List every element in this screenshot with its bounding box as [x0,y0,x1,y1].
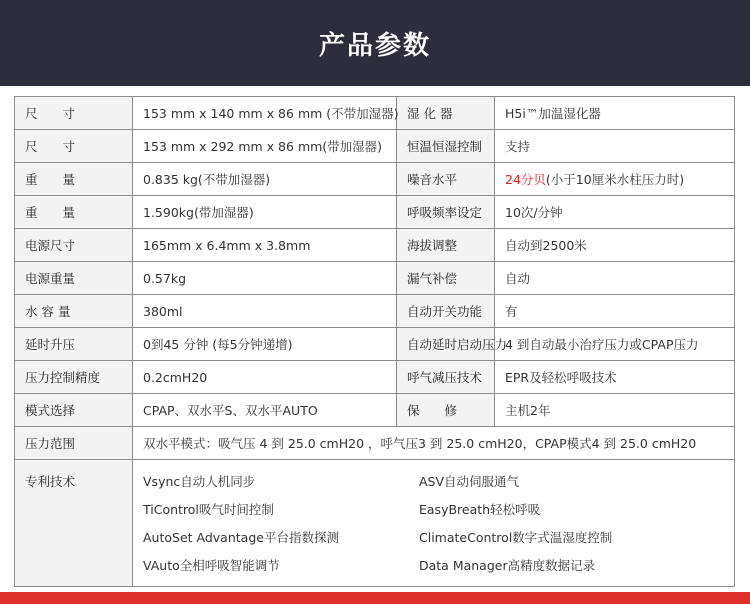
patent-item: EasyBreath轻松呼吸 [419,502,541,517]
spec-value [495,163,735,196]
spec-value: EPR及轻松呼吸技术 [495,361,735,394]
patent-item: AutoSet Advantage平台指数探测 [143,530,339,545]
patent-list [133,460,735,587]
spec-label: 专利技术 [15,460,133,587]
spec-label: 延时升压 [15,328,133,361]
patent-item: Data Manager高精度数据记录 [419,558,596,573]
spec-value: CPAP、双水平S、双水平AUTO [133,394,397,427]
pressure-range-row [15,427,735,460]
spec-value: H5i™加温湿化器 [495,97,735,130]
spec-label: 呼气减压技术 [397,361,495,394]
spec-label: 电源重量 [15,262,133,295]
spec-value: 380ml [133,295,397,328]
table-row [15,97,735,130]
spec-value: 自动到2500米 [495,229,735,262]
spec-value: 153 mm x 140 mm x 86 mm (不带加湿器) [133,97,397,130]
table-row [15,361,735,394]
spec-value: 主机2年 [495,394,735,427]
spec-label: 海拔调整 [397,229,495,262]
table-row [15,394,735,427]
noise-level-highlight: 24分贝 [505,172,546,187]
spec-label: 湿 化 器 [397,97,495,130]
spec-value: 4 到自动最小治疗压力或CPAP压力 [495,328,735,361]
spec-label: 模式选择 [15,394,133,427]
spec-label: 呼吸频率设定 [397,196,495,229]
table-row [15,295,735,328]
table-row [15,130,735,163]
spec-table [14,96,735,587]
spec-label: 重 量 [15,163,133,196]
spec-value: 10次/分钟 [495,196,735,229]
spec-label: 漏气补偿 [397,262,495,295]
spec-value: 0.2cmH20 [133,361,397,394]
table-row [15,328,735,361]
spec-label: 电源尺寸 [15,229,133,262]
spec-label: 水 容 量 [15,295,133,328]
page-header [0,0,750,86]
spec-value: 153 mm x 292 mm x 86 mm(带加湿器) [133,130,397,163]
spec-value: 0.835 kg(不带加湿器) [133,163,397,196]
page-title: 产品参数 [318,30,431,61]
patent-item: ClimateControl数字式温湿度控制 [419,530,613,545]
spec-label: 尺 寸 [15,97,133,130]
patent-item: ASV自动伺服通气 [419,474,520,489]
spec-label: 自动开关功能 [397,295,495,328]
spec-value: 1.590kg(带加湿器) [133,196,397,229]
table-row [15,229,735,262]
spec-label: 保 修 [397,394,495,427]
table-row [15,262,735,295]
spec-value: 165mm x 6.4mm x 3.8mm [133,229,397,262]
table-row [15,163,735,196]
spec-label: 尺 寸 [15,130,133,163]
spec-label: 压力控制精度 [15,361,133,394]
spec-label: 压力范围 [15,427,133,460]
noise-level-note: (小于10厘米水柱压力时) [545,172,685,187]
patent-row [15,460,735,587]
table-row [15,196,735,229]
spec-label: 自动延时启动压力 [397,328,495,361]
spec-value: 支持 [495,130,735,163]
patent-item: Vsync自动人机同步 [143,474,256,489]
spec-label: 重 量 [15,196,133,229]
spec-value: 0.57kg [133,262,397,295]
footer-accent-bar [0,592,750,604]
spec-value: 有 [495,295,735,328]
patent-item: TiControl吸气时间控制 [143,502,274,517]
spec-label: 噪音水平 [397,163,495,196]
spec-value: 自动 [495,262,735,295]
pressure-range-value: 双水平模式：吸气压 4 到 25.0 cmH20 ，呼气压3 到 25.0 cmH20，CPAP模式4 到 25.0 cmH20 [133,427,735,460]
patent-item: VAuto全相呼吸智能调节 [143,558,280,573]
spec-value: 0到45 分钟 (每5分钟递增) [133,328,397,361]
spec-label: 恒温恒湿控制 [397,130,495,163]
